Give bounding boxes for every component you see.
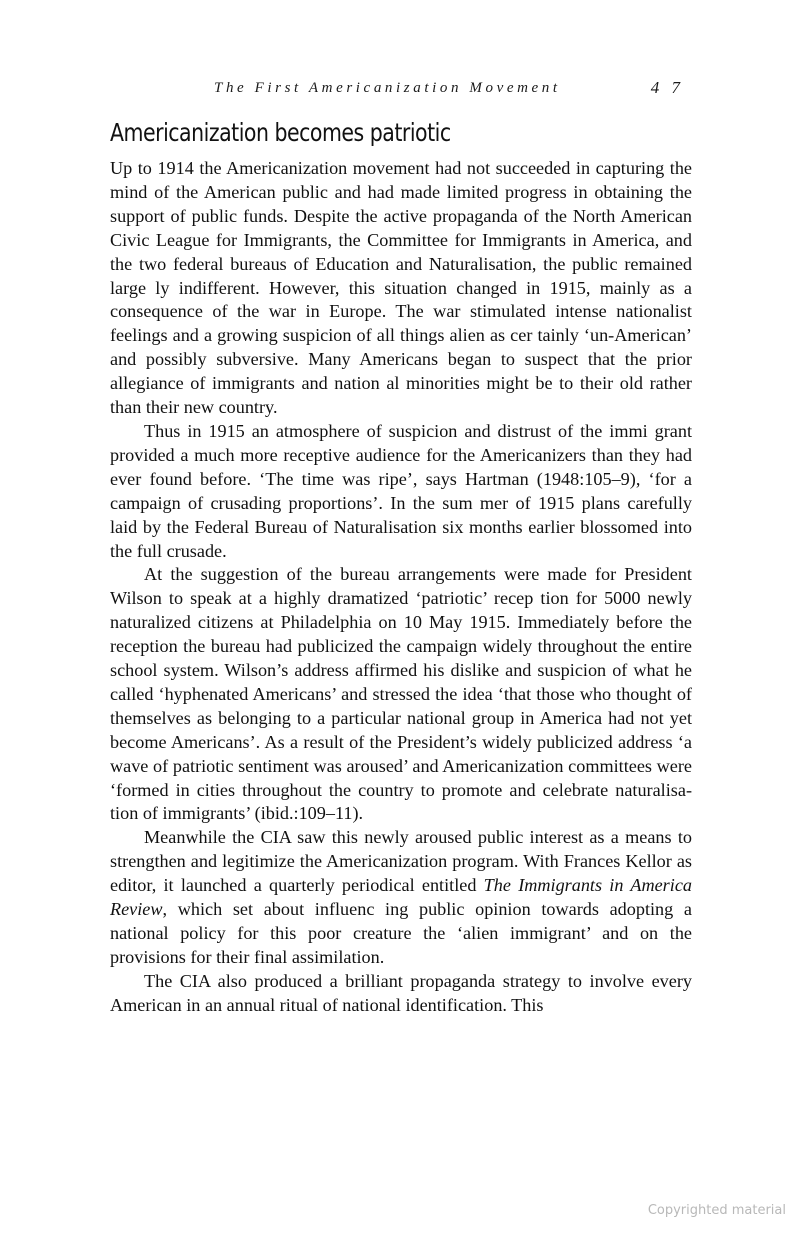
- book-page: [110, 76, 692, 1018]
- periodical-title: The Immigrants in America Review: [110, 875, 692, 920]
- paragraph-2: Thus in 1915 an atmosphere of suspicion and distrust of the immi grant provided a much more receptive audience for the Americanizers than they had ever found before. ‘The time was ripe’, says Hartman (1948:105–9), ‘for a campaign of crusading proportions’. In the sum mer of 1915 plans carefully laid by the Federal Bureau of Naturalisation six months earlier blossomed into the full crusade.: [110, 420, 692, 561]
- paragraph-5: The CIA also produced a brilliant propaganda strategy to involve every American in an annual ritual of national identification. This: [110, 970, 692, 1015]
- paragraph-4: [110, 826, 692, 969]
- body-text: [110, 157, 692, 1018]
- paragraph-3: At the suggestion of the bureau arrangements were made for President Wilson to speak at a highly dramatized ‘patriotic’ recep tion for 5000 newly naturalized citizens at Philadelphia on 10 May 1915. Immediately before the reception the bureau had publicized the campaign widely throughout the entire school system. Wilson’s address affirmed his dislike and suspicion of what he called ‘hyphenated Americans’ and stressed the idea ‘that those who thought of themselves as belonging to a particular national group in America had not yet become Americans’. As a result of the President’s widely publicized address ‘a wave of patriotic sentiment was aroused’ and Americanization committees were ‘formed in cities throughout the country to promote and celebrate naturalisa tion of immigrants’ (ibid.:109–11).: [110, 564, 692, 824]
- section-heading: Americanization becomes patriotic: [110, 118, 451, 147]
- paragraph-4-text-after: , which set about influenc ing public opinion towards adopting a national policy for this poor creature the ‘alien immigrant’ and on the provisions for their final assimilation.: [110, 899, 692, 967]
- running-title: The First Americanization Movement: [214, 80, 561, 96]
- paragraph-4-text-before: Meanwhile the CIA saw this newly aroused public interest as a means to strengthen and legitimize the Americanization program. With Frances Kellor as editor, it launched a quarterly periodical entitled: [110, 827, 692, 896]
- page-number: 4 7: [650, 78, 684, 97]
- paragraph-1: Up to 1914 the Americanization movement had not succeeded in capturing the mind of the American public and had made limited progress in obtaining the support of public funds. Despite the active propaganda of the North American Civic League for Immigrants, the Committee for Immigrants in America, and the two federal bureaus of Education and Naturalisation, the public remained large ly indifferent. However, this situation changed in 1915, mainly as a consequence of the war in Europe. The war stimulated intense nationalist feelings and a growing suspicion of all things alien as cer tainly ‘un-American’ and possibly subversive. Many Americans began to suspect that the prior allegiance of immigrants and nation al minorities might be to their old rather than their new country.: [110, 158, 692, 418]
- copyright-watermark: Copyrighted material: [647, 1203, 786, 1218]
- running-header: [110, 76, 692, 104]
